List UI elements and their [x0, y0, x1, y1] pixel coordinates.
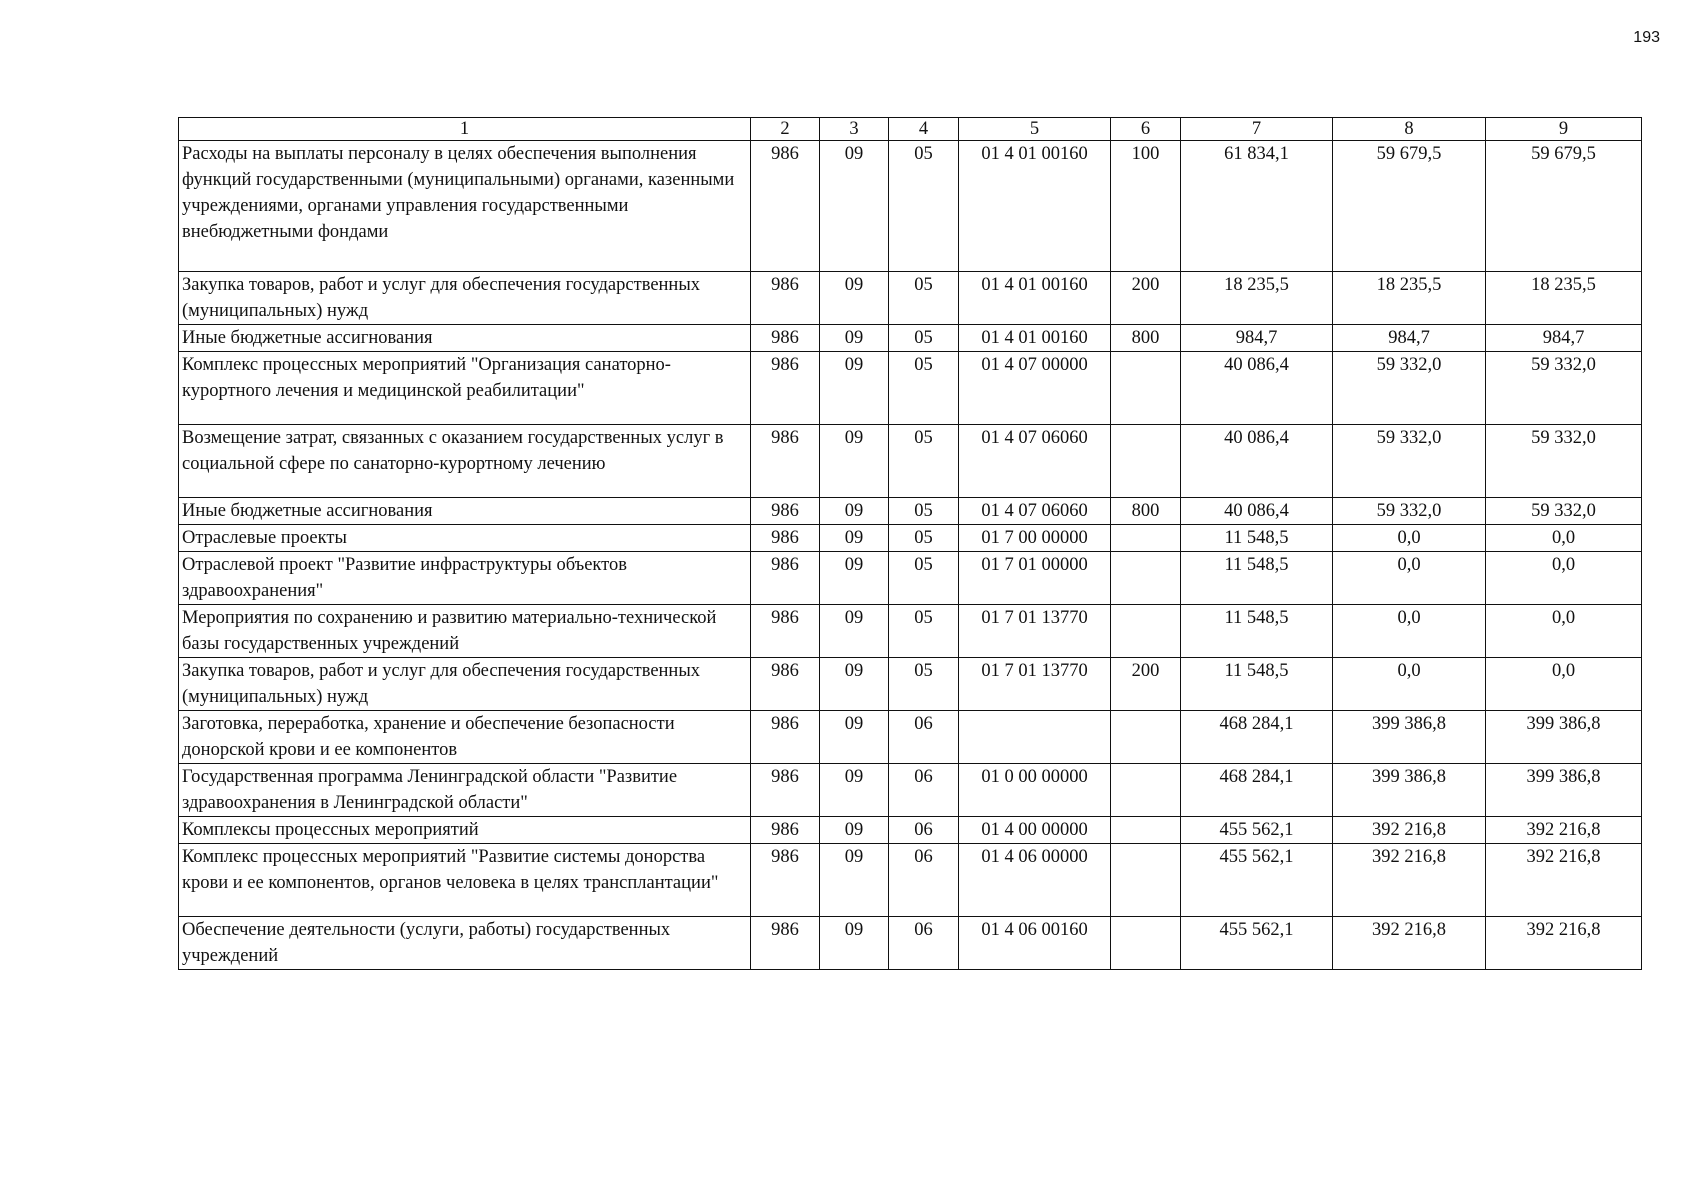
table-row	[179, 325, 1642, 352]
amount-year1-cell: 455 562,1	[1181, 917, 1333, 970]
target-article-cell: 01 0 00 00000	[959, 764, 1111, 817]
name-cell: Комплексы процессных мероприятий	[179, 817, 751, 844]
name-cell: Расходы на выплаты персоналу в целях обеспечения выполнения функций государственными (муниципальными) органами, казенными учреждениями, органами управления государственными внебюджетными фондами	[179, 141, 751, 272]
expense-type-cell: 800	[1111, 498, 1181, 525]
name-cell: Отраслевой проект "Развитие инфраструктуры объектов здравоохранения"	[179, 552, 751, 605]
expense-type-cell: 200	[1111, 658, 1181, 711]
table-row	[179, 917, 1642, 970]
section-cell: 09	[820, 352, 889, 425]
subsection-cell: 05	[889, 605, 959, 658]
name-cell: Возмещение затрат, связанных с оказанием государственных услуг в социальной сфере по санаторно-курортному лечению	[179, 425, 751, 498]
amount-year2-cell: 392 216,8	[1333, 817, 1486, 844]
expense-type-cell: 100	[1111, 141, 1181, 272]
name-cell: Обеспечение деятельности (услуги, работы) государственных учреждений	[179, 917, 751, 970]
amount-year3-cell: 59 679,5	[1486, 141, 1642, 272]
amount-year3-cell: 399 386,8	[1486, 711, 1642, 764]
subsection-cell: 05	[889, 552, 959, 605]
name-cell: Комплекс процессных мероприятий "Организация санаторно-курортного лечения и медицинской реабилитации"	[179, 352, 751, 425]
name-cell: Закупка товаров, работ и услуг для обеспечения государственных (муниципальных) нужд	[179, 272, 751, 325]
table-row	[179, 764, 1642, 817]
table-row	[179, 605, 1642, 658]
target-article-cell: 01 4 07 06060	[959, 498, 1111, 525]
amount-year3-cell: 59 332,0	[1486, 425, 1642, 498]
amount-year1-cell: 40 086,4	[1181, 425, 1333, 498]
section-cell: 09	[820, 498, 889, 525]
subsection-cell: 05	[889, 425, 959, 498]
expense-type-cell	[1111, 917, 1181, 970]
expense-type-cell	[1111, 844, 1181, 917]
subsection-cell: 06	[889, 764, 959, 817]
admin-code-cell: 986	[751, 844, 820, 917]
section-cell: 09	[820, 817, 889, 844]
amount-year1-cell: 61 834,1	[1181, 141, 1333, 272]
amount-year2-cell: 18 235,5	[1333, 272, 1486, 325]
target-article-cell: 01 7 01 13770	[959, 605, 1111, 658]
amount-year1-cell: 455 562,1	[1181, 817, 1333, 844]
amount-year3-cell: 59 332,0	[1486, 498, 1642, 525]
table-row	[179, 844, 1642, 917]
admin-code-cell: 986	[751, 711, 820, 764]
target-article-cell: 01 4 06 00160	[959, 917, 1111, 970]
amount-year2-cell: 392 216,8	[1333, 844, 1486, 917]
expense-type-cell	[1111, 711, 1181, 764]
amount-year3-cell: 392 216,8	[1486, 817, 1642, 844]
expense-type-cell	[1111, 552, 1181, 605]
name-cell: Иные бюджетные ассигнования	[179, 325, 751, 352]
target-article-cell: 01 4 07 06060	[959, 425, 1111, 498]
section-cell: 09	[820, 552, 889, 605]
section-cell: 09	[820, 844, 889, 917]
amount-year1-cell: 455 562,1	[1181, 844, 1333, 917]
amount-year3-cell: 392 216,8	[1486, 917, 1642, 970]
budget-table	[178, 117, 1642, 970]
admin-code-cell: 986	[751, 272, 820, 325]
amount-year3-cell: 0,0	[1486, 658, 1642, 711]
amount-year1-cell: 984,7	[1181, 325, 1333, 352]
admin-code-cell: 986	[751, 325, 820, 352]
section-cell: 09	[820, 764, 889, 817]
admin-code-cell: 986	[751, 658, 820, 711]
amount-year1-cell: 11 548,5	[1181, 658, 1333, 711]
amount-year2-cell: 984,7	[1333, 325, 1486, 352]
subsection-cell: 05	[889, 272, 959, 325]
section-cell: 09	[820, 605, 889, 658]
table-row	[179, 425, 1642, 498]
expense-type-cell	[1111, 764, 1181, 817]
target-article-cell: 01 4 06 00000	[959, 844, 1111, 917]
section-cell: 09	[820, 272, 889, 325]
amount-year2-cell: 0,0	[1333, 605, 1486, 658]
table-row	[179, 525, 1642, 552]
amount-year3-cell: 0,0	[1486, 605, 1642, 658]
amount-year1-cell: 40 086,4	[1181, 352, 1333, 425]
table-row	[179, 711, 1642, 764]
header-cell: 9	[1486, 118, 1642, 141]
name-cell: Отраслевые проекты	[179, 525, 751, 552]
target-article-cell: 01 4 01 00160	[959, 141, 1111, 272]
target-article-cell	[959, 711, 1111, 764]
admin-code-cell: 986	[751, 605, 820, 658]
table-row	[179, 498, 1642, 525]
subsection-cell: 06	[889, 844, 959, 917]
expense-type-cell	[1111, 605, 1181, 658]
admin-code-cell: 986	[751, 425, 820, 498]
amount-year3-cell: 984,7	[1486, 325, 1642, 352]
expense-type-cell	[1111, 425, 1181, 498]
admin-code-cell: 986	[751, 525, 820, 552]
amount-year2-cell: 0,0	[1333, 525, 1486, 552]
amount-year1-cell: 11 548,5	[1181, 552, 1333, 605]
target-article-cell: 01 7 01 00000	[959, 552, 1111, 605]
header-cell: 8	[1333, 118, 1486, 141]
section-cell: 09	[820, 917, 889, 970]
subsection-cell: 05	[889, 658, 959, 711]
table-row	[179, 352, 1642, 425]
name-cell: Мероприятия по сохранению и развитию материально-технической базы государственных учреждений	[179, 605, 751, 658]
admin-code-cell: 986	[751, 552, 820, 605]
name-cell: Иные бюджетные ассигнования	[179, 498, 751, 525]
amount-year2-cell: 0,0	[1333, 552, 1486, 605]
header-cell: 4	[889, 118, 959, 141]
subsection-cell: 06	[889, 711, 959, 764]
amount-year2-cell: 0,0	[1333, 658, 1486, 711]
name-cell: Закупка товаров, работ и услуг для обеспечения государственных (муниципальных) нужд	[179, 658, 751, 711]
subsection-cell: 05	[889, 525, 959, 552]
section-cell: 09	[820, 141, 889, 272]
table-row	[179, 658, 1642, 711]
target-article-cell: 01 7 00 00000	[959, 525, 1111, 552]
amount-year2-cell: 59 332,0	[1333, 425, 1486, 498]
amount-year3-cell: 392 216,8	[1486, 844, 1642, 917]
name-cell: Государственная программа Ленинградской области "Развитие здравоохранения в Ленинградской области"	[179, 764, 751, 817]
name-cell: Комплекс процессных мероприятий "Развитие системы донорства крови и ее компонентов, органов человека в целях трансплантации"	[179, 844, 751, 917]
table-body	[179, 118, 1642, 970]
subsection-cell: 05	[889, 498, 959, 525]
amount-year1-cell: 468 284,1	[1181, 711, 1333, 764]
header-row	[179, 118, 1642, 141]
expense-type-cell	[1111, 352, 1181, 425]
table-row	[179, 272, 1642, 325]
amount-year2-cell: 59 332,0	[1333, 498, 1486, 525]
header-cell: 1	[179, 118, 751, 141]
section-cell: 09	[820, 711, 889, 764]
admin-code-cell: 986	[751, 817, 820, 844]
amount-year3-cell: 399 386,8	[1486, 764, 1642, 817]
name-cell: Заготовка, переработка, хранение и обеспечение безопасности донорской крови и ее компонентов	[179, 711, 751, 764]
admin-code-cell: 986	[751, 498, 820, 525]
subsection-cell: 05	[889, 325, 959, 352]
header-cell: 6	[1111, 118, 1181, 141]
target-article-cell: 01 4 00 00000	[959, 817, 1111, 844]
amount-year2-cell: 59 679,5	[1333, 141, 1486, 272]
subsection-cell: 06	[889, 817, 959, 844]
subsection-cell: 05	[889, 141, 959, 272]
admin-code-cell: 986	[751, 764, 820, 817]
section-cell: 09	[820, 525, 889, 552]
header-cell: 2	[751, 118, 820, 141]
header-cell: 5	[959, 118, 1111, 141]
target-article-cell: 01 4 01 00160	[959, 325, 1111, 352]
amount-year3-cell: 0,0	[1486, 552, 1642, 605]
page-number: 193	[1633, 29, 1660, 46]
admin-code-cell: 986	[751, 352, 820, 425]
amount-year3-cell: 18 235,5	[1486, 272, 1642, 325]
subsection-cell: 05	[889, 352, 959, 425]
admin-code-cell: 986	[751, 917, 820, 970]
section-cell: 09	[820, 325, 889, 352]
section-cell: 09	[820, 658, 889, 711]
header-cell: 3	[820, 118, 889, 141]
amount-year3-cell: 0,0	[1486, 525, 1642, 552]
table-row	[179, 552, 1642, 605]
amount-year2-cell: 59 332,0	[1333, 352, 1486, 425]
target-article-cell: 01 7 01 13770	[959, 658, 1111, 711]
amount-year1-cell: 468 284,1	[1181, 764, 1333, 817]
amount-year2-cell: 392 216,8	[1333, 917, 1486, 970]
header-cell: 7	[1181, 118, 1333, 141]
expense-type-cell: 200	[1111, 272, 1181, 325]
admin-code-cell: 986	[751, 141, 820, 272]
target-article-cell: 01 4 01 00160	[959, 272, 1111, 325]
amount-year1-cell: 11 548,5	[1181, 605, 1333, 658]
amount-year2-cell: 399 386,8	[1333, 764, 1486, 817]
expense-type-cell	[1111, 525, 1181, 552]
amount-year1-cell: 40 086,4	[1181, 498, 1333, 525]
expense-type-cell	[1111, 817, 1181, 844]
section-cell: 09	[820, 425, 889, 498]
target-article-cell: 01 4 07 00000	[959, 352, 1111, 425]
table-row	[179, 141, 1642, 272]
amount-year1-cell: 18 235,5	[1181, 272, 1333, 325]
expense-type-cell: 800	[1111, 325, 1181, 352]
amount-year1-cell: 11 548,5	[1181, 525, 1333, 552]
amount-year3-cell: 59 332,0	[1486, 352, 1642, 425]
table-row	[179, 817, 1642, 844]
subsection-cell: 06	[889, 917, 959, 970]
amount-year2-cell: 399 386,8	[1333, 711, 1486, 764]
